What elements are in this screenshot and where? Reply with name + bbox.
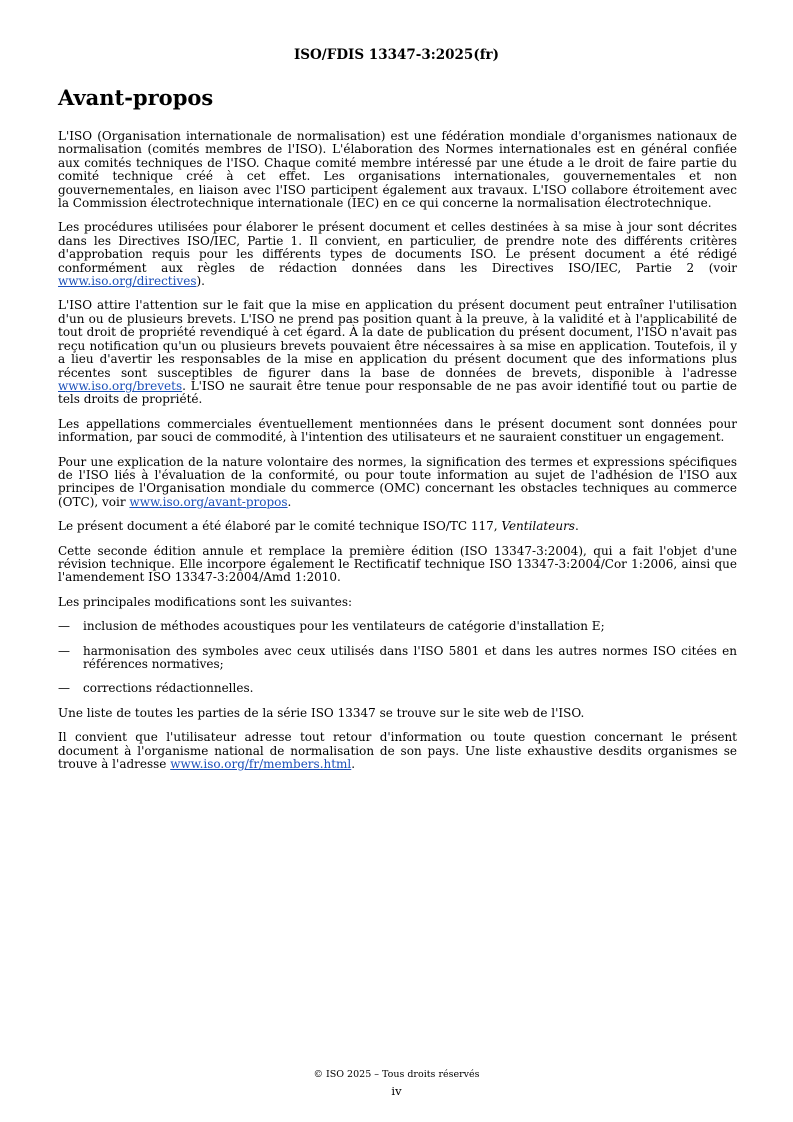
paragraph-voluntary-nature: Pour une explication de la nature volontaire des normes, la signification des termes et expressions spécifiques de l'ISO liés à l'évaluation de la conformité, ou pour toute information au sujet de l'adhésion de l'ISO aux principes de l'Organisation mondiale du commerce (OMC) concernant les obstacles techniques au commerce (OTC), voir www.iso.org/avant-propos.	[58, 454, 737, 509]
page-number: iv	[391, 1084, 402, 1098]
link-brevets[interactable]: www.iso.org/brevets	[58, 378, 183, 393]
dash-bullet: —	[58, 643, 70, 658]
committee-name: Ventilateurs	[501, 519, 575, 534]
page-title: Avant-propos	[58, 85, 214, 110]
paragraph-committee: Le présent document a été élaboré par le comité technique ISO/TC 117, Ventilateurs.	[58, 519, 579, 534]
link-directives[interactable]: www.iso.org/directives	[58, 274, 197, 289]
paragraph-patents: L'ISO attire l'attention sur le fait que la mise en application du présent document peut entraîner l'utilisation d'un ou de plusieurs brevets. L'ISO ne prend pas position quant à la preuve, à la validité et à l'applicabilité de tout droit de propriété revendiqué à cet égard. À la date de publication du présent document, l'ISO n'avait pas reçu notification qu'un ou plusieurs brevets pouvaient être nécessaires à sa mise en application. Toutefois, il y a lieu d'avertir les responsables de la mise en application du présent document que des informations plus récentes sont susceptibles de figurer dans la base de données de brevets, disponible à l'adresse www.iso.org/brevets. L'ISO ne saurait être tenue pour responsable de ne pas avoir identifié tout ou partie de tels droits de propriété.	[58, 298, 737, 407]
link-avant-propos[interactable]: www.iso.org/avant-propos	[129, 494, 288, 509]
document-id: ISO/FDIS 13347-3:2025(fr)	[293, 47, 500, 63]
list-item: — inclusion de méthodes acoustiques pour les ventilateurs de catégorie d'installation E;	[58, 619, 605, 634]
paragraph-edition: Cette seconde édition annule et remplace la première édition (ISO 13347-3:2004), qui a fait l'objet d'une révision technique. Elle incorpore également le Rectificatif technique ISO 13347-3:2004/Cor 1:2006, ainsi que l'amendement ISO 13347-3:2004/Amd 1:2010.	[58, 543, 737, 585]
list-item: — harmonisation des symboles avec ceux utilisés dans l'ISO 5801 et dans les autres normes ISO citées en références normatives;	[58, 643, 737, 671]
paragraph-iso-intro: L'ISO (Organisation internationale de normalisation) est une fédération mondiale d'organismes nationaux de normalisation (comités membres de l'ISO). L'élaboration des Normes internationales est en général confiée aux comités techniques de l'ISO. Chaque comité membre intéressé par une étude a le droit de faire partie du comité technique créé à cet effet. Les organisations internationales, gouvernementales et non gouvernementales, en liaison avec l'ISO participent également aux travaux. L'ISO collabore étroitement avec la Commission électrotechnique internationale (IEC) en ce qui concerne la normalisation électrotechnique.	[58, 129, 737, 211]
copyright-notice: © ISO 2025 – Tous droits réservés	[313, 1069, 480, 1080]
list-item: — corrections rédactionnelles.	[58, 681, 254, 696]
paragraph-trade-names: Les appellations commerciales éventuellement mentionnées dans le présent document sont données pour information, par souci de commodité, à l'intention des utilisateurs et ne sauraient constituer un engagement.	[58, 416, 737, 445]
paragraph-feedback: Il convient que l'utilisateur adresse tout retour d'information ou toute question concernant le présent document à l'organisme national de normalisation de son pays. Une liste exhaustive desdits organismes se trouve à l'adresse www.iso.org/fr/members.html.	[58, 730, 737, 772]
paragraph-procedures: Les procédures utilisées pour élaborer le présent document et celles destinées à sa mise à jour sont décrites dans les Directives ISO/IEC, Partie 1. Il convient, en particulier, de prendre note des différents critères d'approbation requis pour les différents types de documents ISO. Le présent document a été rédigé conformément aux règles de rédaction données dans les Directives ISO/IEC, Partie 2 (voir www.iso.org/directives).	[58, 220, 737, 289]
document-body	[58, 130, 737, 782]
link-members[interactable]: www.iso.org/fr/members.html	[170, 757, 352, 772]
document-header	[0, 47, 793, 63]
page-footer	[0, 1068, 793, 1098]
dash-bullet: —	[58, 681, 70, 696]
dash-bullet: —	[58, 619, 70, 634]
paragraph-series-list: Une liste de toutes les parties de la série ISO 13347 se trouve sur le site web de l'ISO.	[58, 705, 585, 720]
paragraph-changes-intro: Les principales modifications sont les suivantes:	[58, 594, 353, 609]
